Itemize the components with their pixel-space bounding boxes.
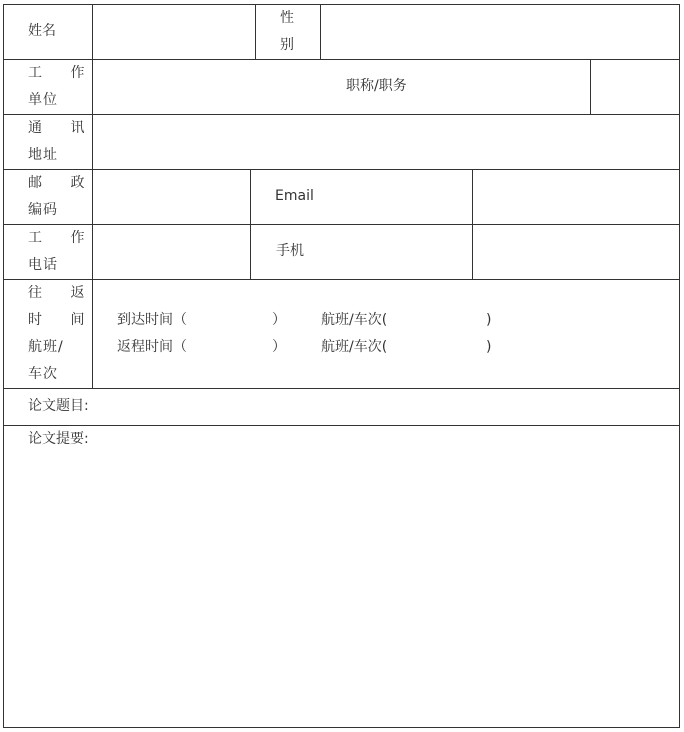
- job-title-label: 职称/职务: [346, 78, 407, 94]
- return-flight-label: 航班/车次(: [321, 339, 388, 355]
- arrival-flight-label: 航班/车次(: [321, 312, 388, 328]
- postal-code-field[interactable]: [93, 170, 250, 224]
- work-phone-label: 工 作 电话: [28, 230, 97, 273]
- arrival-time-input[interactable]: [200, 307, 270, 334]
- return-time-close: ）: [272, 339, 286, 355]
- row-divider: [3, 425, 680, 426]
- paper-title-field[interactable]: [100, 389, 679, 425]
- abstract-label: 论文提要:: [28, 431, 89, 447]
- row-divider: [3, 279, 680, 280]
- work-unit-field[interactable]: [93, 60, 333, 114]
- arrival-flight-close: ): [486, 312, 492, 328]
- mobile-field[interactable]: [473, 225, 679, 279]
- work-phone-field[interactable]: [93, 225, 250, 279]
- paper-title-label: 论文题目:: [28, 398, 89, 414]
- table-border-bottom: [3, 727, 680, 728]
- name-field[interactable]: [93, 5, 255, 59]
- address-label: 通 讯 地址: [28, 120, 97, 163]
- return-flight-close: ): [486, 339, 492, 355]
- mobile-label: 手机: [276, 243, 304, 259]
- name-label: 姓名: [28, 23, 56, 39]
- col-divider: [255, 4, 256, 60]
- address-field[interactable]: [93, 115, 679, 169]
- work-unit-label: 工 作 单位: [28, 65, 97, 108]
- gender-label: 性 别: [280, 10, 294, 53]
- arrival-time-label: 到达时间（: [117, 312, 187, 328]
- email-field[interactable]: [473, 170, 679, 224]
- email-label: Email: [275, 188, 314, 204]
- postal-code-label: 邮 政 编码: [28, 175, 97, 218]
- job-title-field[interactable]: [591, 60, 679, 114]
- travel-label: 往 返 时 间 航班/ 车次: [28, 285, 97, 382]
- col-divider: [250, 169, 251, 280]
- return-time-input[interactable]: [200, 334, 270, 361]
- return-time-label: 返程时间（: [117, 339, 187, 355]
- arrival-flight-input[interactable]: [400, 307, 482, 334]
- abstract-field[interactable]: [4, 455, 679, 727]
- arrival-time-close: ）: [272, 312, 286, 328]
- return-flight-input[interactable]: [400, 334, 482, 361]
- table-border-right: [679, 4, 680, 728]
- gender-field[interactable]: [321, 5, 679, 59]
